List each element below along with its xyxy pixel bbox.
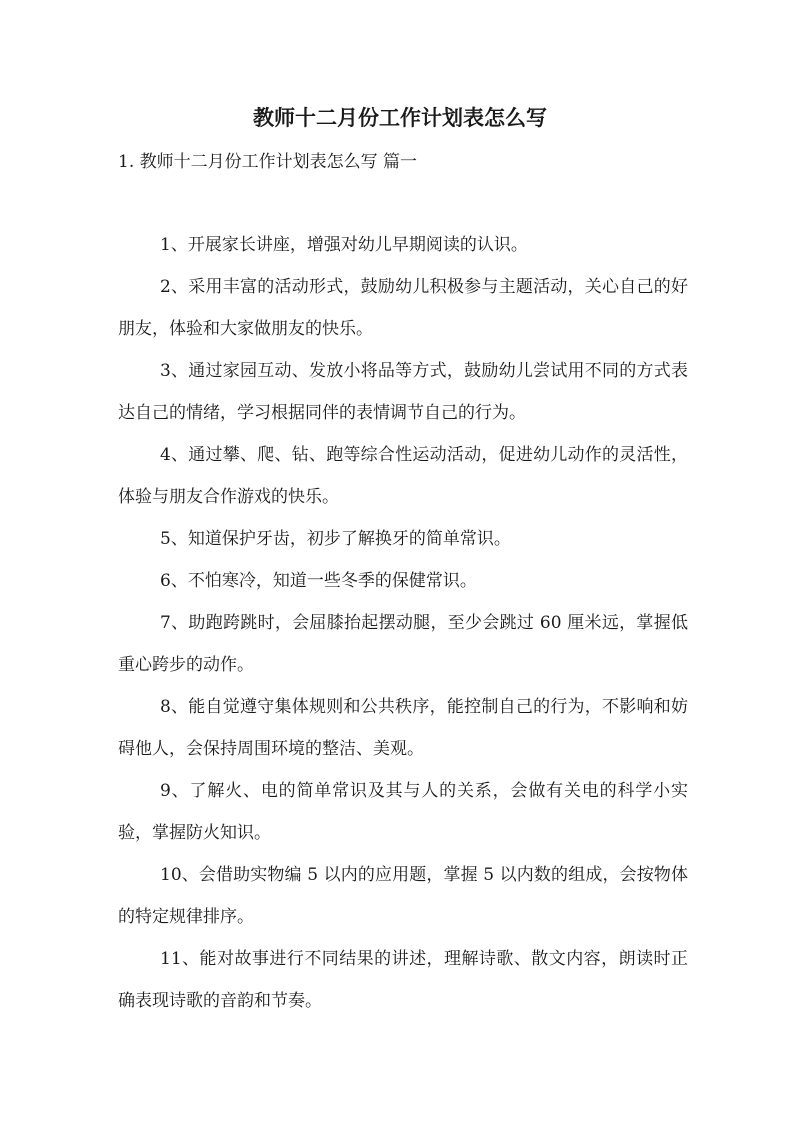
list-item: 3、通过家园互动、发放小将品等方式，鼓励幼儿尝试用不同的方式表达自己的情绪，学习根据同伴的表情调节自己的行为。	[118, 361, 688, 423]
list-item: 6、不怕寒冷，知道一些冬季的保健常识。	[160, 571, 477, 591]
list-item: 2、采用丰富的活动形式，鼓励幼儿积极参与主题活动，关心自己的好朋友，体验和大家做朋友的快乐。	[118, 277, 688, 339]
list-item: 11、能对故事进行不同结果的讲述，理解诗歌、散文内容，朗读时正确表现诗歌的音韵和节奏。	[118, 949, 688, 1011]
list-item: 7、助跑跨跳时，会屈膝抬起摆动腿，至少会跳过 60 厘米远，掌握低重心跨步的动作。	[118, 613, 688, 675]
list-item: 5、知道保护牙齿，初步了解换牙的简单常识。	[160, 529, 511, 549]
section-heading: 1. 教师十二月份工作计划表怎么写 篇一	[118, 152, 418, 172]
list-item: 8、能自觉遵守集体规则和公共秩序，能控制自己的行为，不影响和妨碍他人，会保持周围环境的整洁、美观。	[118, 697, 688, 759]
document-title: 教师十二月份工作计划表怎么写	[253, 105, 547, 130]
list-item: 4、通过攀、爬、钻、跑等综合性运动活动，促进幼儿动作的灵活性，体验与朋友合作游戏的快乐。	[118, 445, 688, 507]
list-item: 1、开展家长讲座，增强对幼儿早期阅读的认识。	[160, 235, 528, 255]
list-item: 10、会借助实物编 5 以内的应用题，掌握 5 以内数的组成，会按物体的特定规律排序。	[118, 865, 688, 927]
list-item: 9、了解火、电的简单常识及其与人的关系，会做有关电的科学小实验，掌握防火知识。	[118, 781, 688, 843]
